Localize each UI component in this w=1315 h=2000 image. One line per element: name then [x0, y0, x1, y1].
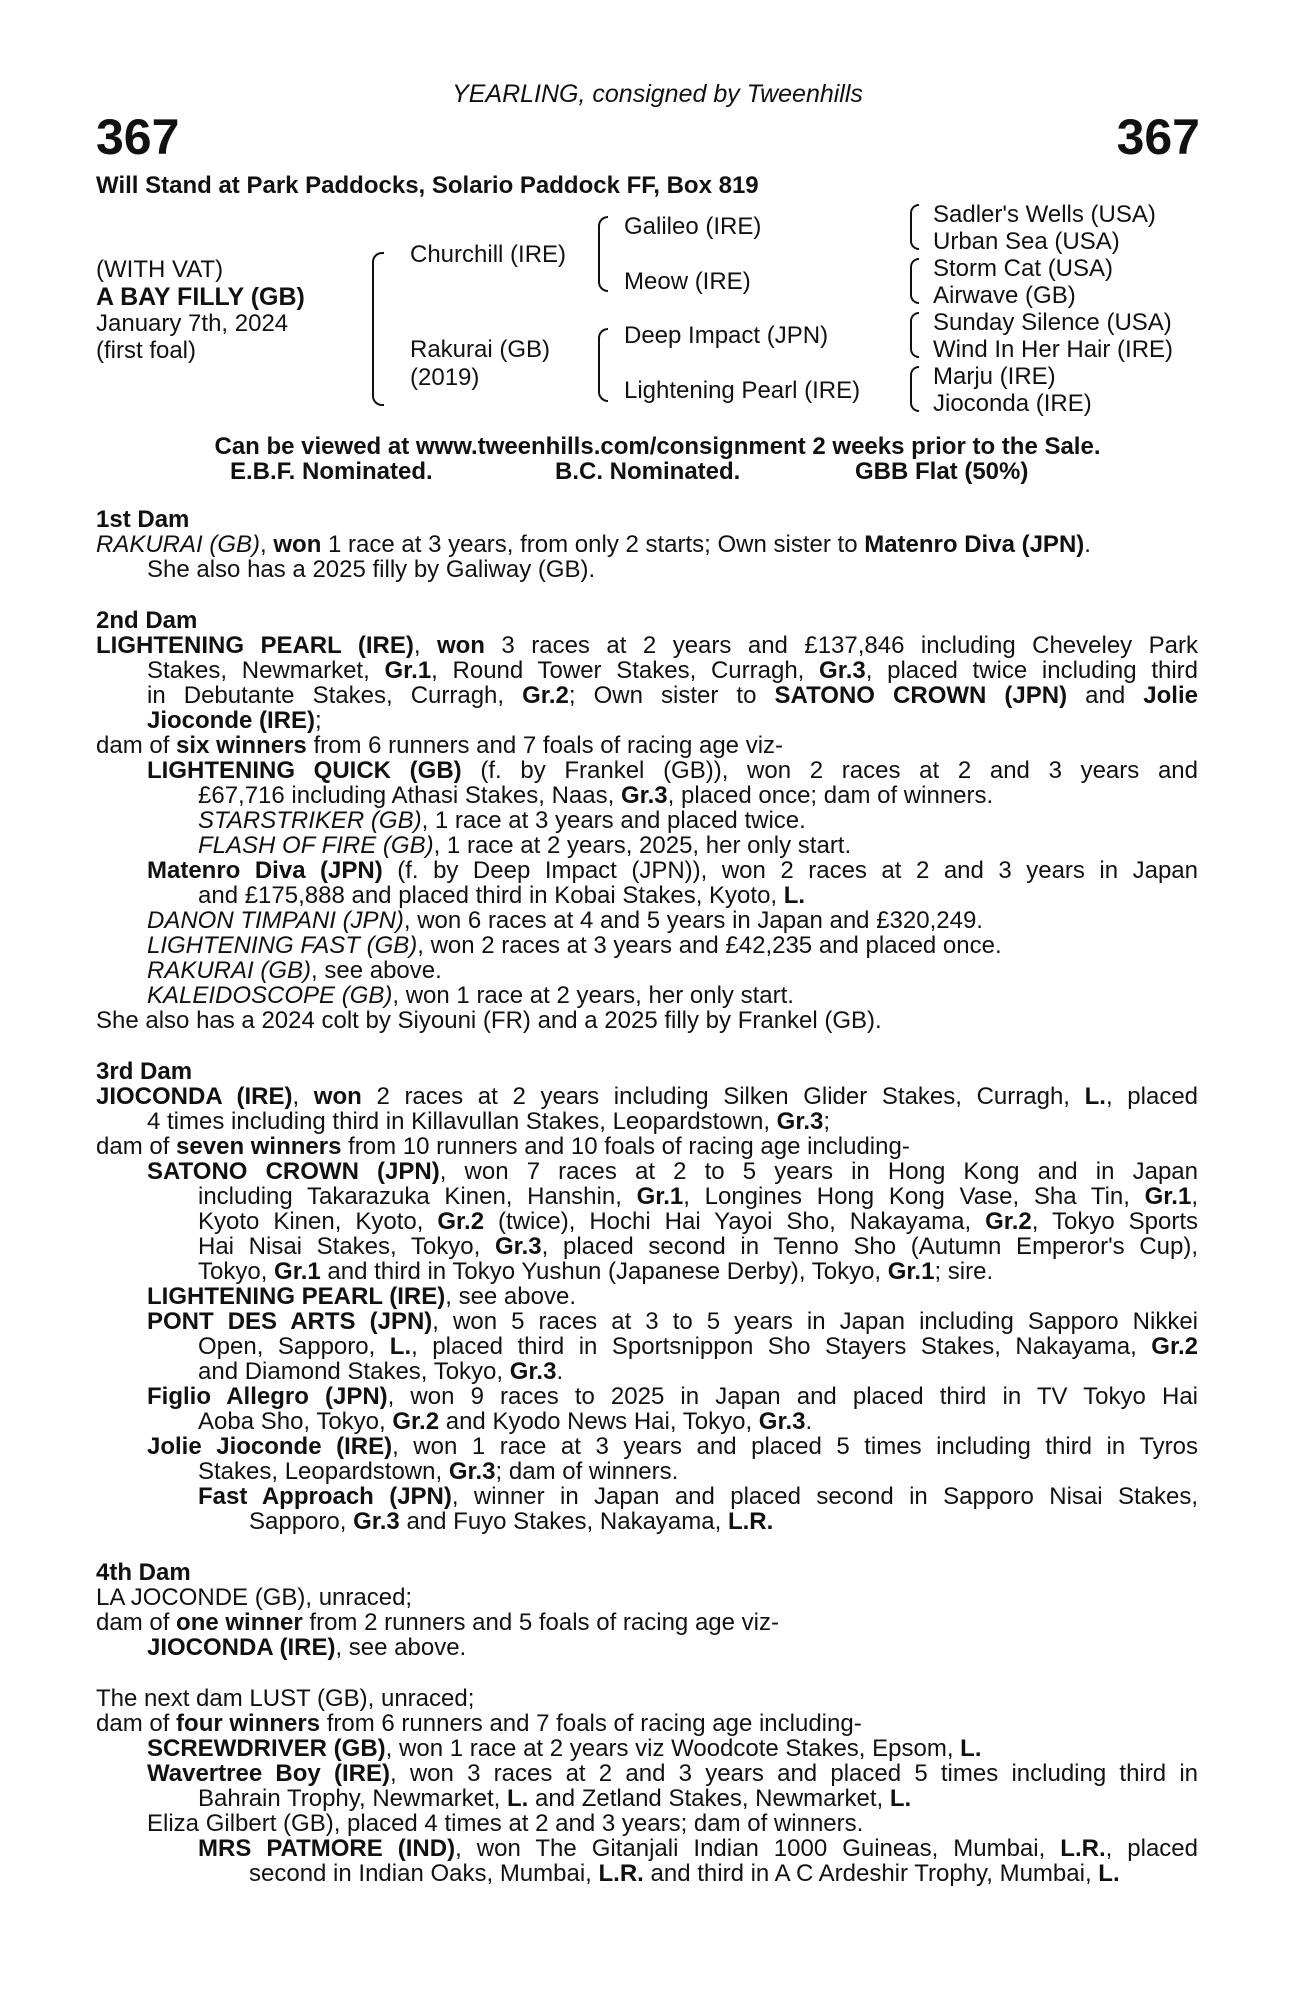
text-segment: , see above. [335, 1634, 467, 1661]
nextdam-line [198, 1786, 911, 1812]
dam2-line [96, 733, 783, 759]
text-segment: in Debutante Stakes, Curragh, [147, 682, 523, 709]
text-segment: , [413, 632, 437, 659]
text-segment: , won 2 races at 3 years and £42,235 and placed once. [417, 932, 1002, 959]
nextdam-line [147, 1761, 1198, 1787]
dam2-line [147, 758, 1198, 784]
text-segment: dam of [96, 1133, 177, 1160]
text-segment: dam of [96, 732, 177, 759]
dam2-produce: She also has a 2024 colt by Siyouni (FR) and a 2025 filly by Frankel (GB). [96, 1007, 882, 1034]
text-segment: 4 times including third in Killavullan Stakes, Leopardstown, [147, 1108, 777, 1135]
text-segment: , placed twice including third [865, 657, 1199, 684]
text-segment: , won The Gitanjali Indian 1000 Guineas, Mumbai, [455, 1835, 1061, 1862]
text-segment: , [1191, 1183, 1198, 1210]
text-segment: Aoba Sho, Tokyo, [198, 1408, 393, 1435]
bold-text: L. [1098, 1860, 1120, 1887]
text-segment: (f. by Frankel (GB)), won 2 races at 2 and 3 years and [461, 757, 1198, 784]
dam2-line [147, 858, 1198, 884]
bold-text: PONT DES ARTS (JPN) [147, 1308, 433, 1335]
dam4-line: LA JOCONDE (GB), unraced; [96, 1584, 413, 1611]
dam3-line [198, 1484, 1198, 1510]
bold-text: Gr.1 [274, 1258, 321, 1285]
text-segment: dam of [96, 1710, 177, 1737]
bold-text: Jolie [1143, 682, 1198, 709]
bold-text: Wavertree Boy (IRE) [147, 1760, 390, 1787]
text-segment: and [1067, 682, 1144, 709]
bold-text: Gr.3 [509, 1358, 557, 1385]
pedigree-dam-year: (2019) [410, 364, 480, 391]
horse-name: A BAY FILLY (GB) [96, 283, 305, 311]
bold-text: Gr.1 [887, 1258, 935, 1285]
dam2-line [147, 908, 983, 934]
text-segment: and third in A C Ardeshir Trophy, Mumbai, [643, 1860, 1099, 1887]
pedigree-g3-3: Storm Cat (USA) [933, 255, 1114, 282]
text-segment: , winner in Japan and placed second in Sapporo Nisai Stakes, [451, 1483, 1198, 1510]
bold-text: Jolie Jioconde (IRE) [147, 1433, 393, 1460]
bold-text: Gr.2 [985, 1208, 1032, 1235]
text-segment: , placed second in Tenno Sho (Autumn Emperor's Cup), [541, 1233, 1199, 1260]
bold-text: L. [389, 1333, 412, 1360]
bold-text: LIGHTENING QUICK (GB) [147, 757, 462, 784]
pedigree-sire: Churchill (IRE) [410, 241, 567, 268]
dam1-produce: She also has a 2025 filly by Galiway (GB). [147, 556, 596, 583]
text-segment: Sapporo, [249, 1508, 354, 1535]
dam3-line [198, 1184, 1198, 1210]
bold-text: SATONO CROWN (JPN) [147, 1158, 440, 1185]
pedigree-dam: Rakurai (GB) [410, 336, 551, 363]
text-segment: , won 6 races at 4 and 5 years in Japan and £320,249. [403, 907, 983, 934]
pedigree-g3-7: Marju (IRE) [933, 363, 1056, 390]
text-segment: , placed [1105, 1835, 1198, 1862]
nextdam-line [147, 1736, 982, 1762]
bold-text: Fast Approach (JPN) [198, 1483, 452, 1510]
bold-text: four winners [176, 1710, 321, 1737]
italic-text: RAKURAI (GB) [147, 957, 312, 984]
text-segment: Stakes, Leopardstown, [198, 1458, 449, 1485]
bold-text: Gr.3 [620, 782, 668, 809]
pedigree-g3-4: Airwave (GB) [933, 282, 1076, 309]
text-segment: , Round Tower Stakes, Curragh, [431, 657, 820, 684]
pedigree-dam-dam: Lightening Pearl (IRE) [624, 377, 861, 404]
text-segment: 3 races at 2 years and £137,846 including Cheveley Park [484, 632, 1198, 659]
pedigree-sire-sire: Galileo (IRE) [624, 213, 762, 240]
text-segment: and third in Tokyo Yushun (Japanese Derby), Tokyo, [320, 1258, 888, 1285]
text-segment: (twice), Hochi Hai Yayoi Sho, Nakayama, [484, 1208, 986, 1235]
bold-text: six winners [176, 732, 307, 759]
dam2-line [198, 883, 805, 909]
bold-text: LIGHTENING PEARL (IRE) [147, 1283, 446, 1310]
subtitle: YEARLING, consigned by Tweenhills [452, 80, 863, 108]
text-segment: , see above. [311, 957, 442, 984]
pedigree-brace-g3-4 [910, 366, 919, 412]
text-segment: from 6 runners and 7 foals of racing age including- [320, 1710, 862, 1737]
bold-text: Gr.3 [758, 1408, 806, 1435]
dam3-line [249, 1509, 773, 1535]
text-segment: , won 9 races to 2025 in Japan and placed third in TV Tokyo Hai [387, 1383, 1198, 1410]
text-segment: , placed [1105, 1083, 1199, 1110]
text-segment: and Zetland Stakes, Newmarket, [528, 1785, 890, 1812]
text-segment: and Kyodo News Hai, Tokyo, [439, 1408, 759, 1435]
pedigree-brace-g3-2 [910, 258, 919, 304]
bold-text: Gr.2 [522, 682, 569, 709]
bold-text: Gr.3 [448, 1458, 496, 1485]
text-segment: ; dam of winners. [495, 1458, 679, 1485]
text-segment: , [260, 531, 274, 558]
bold-text: Gr.3 [494, 1233, 542, 1260]
pedigree-g3-2: Urban Sea (USA) [933, 228, 1120, 255]
text-segment: and Fuyo Stakes, Nakayama, [399, 1508, 728, 1535]
italic-text: KALEIDOSCOPE (GB) [147, 982, 393, 1009]
text-segment: and Diamond Stakes, Tokyo, [198, 1358, 510, 1385]
text-segment: dam of [96, 1609, 177, 1636]
dam2-line [147, 658, 1198, 684]
dam2-heading: 2nd Dam [96, 607, 198, 634]
bold-text: Gr.3 [776, 1108, 824, 1135]
text-segment: ; [315, 707, 322, 734]
bold-text: Figlio Allegro (JPN) [147, 1383, 388, 1410]
text-segment: Stakes, Newmarket, [147, 657, 385, 684]
bold-text: L. [783, 882, 806, 909]
pedigree-brace-dam [598, 328, 608, 402]
dam2-line [147, 933, 1002, 959]
text-segment: , placed once; dam of winners. [667, 782, 994, 809]
pedigree-g3-1: Sadler's Wells (USA) [933, 201, 1156, 228]
text-segment: , 1 race at 3 years and placed twice. [421, 807, 806, 834]
dam4-heading: 4th Dam [96, 1559, 191, 1586]
bc-nominated: B.C. Nominated. [555, 458, 741, 485]
text-segment: £67,716 including Athasi Stakes, Naas, [198, 782, 621, 809]
text-segment: Tokyo, [198, 1258, 275, 1285]
lot-number-left: 367 [96, 109, 180, 165]
text-segment: 1 race at 3 years, from only 2 starts; Own sister to [321, 531, 865, 558]
text-segment: and £175,888 and placed third in Kobai Stakes, Kyoto, [198, 882, 784, 909]
dam3-line [147, 1109, 830, 1135]
horse-foal-note: (first foal) [96, 337, 197, 364]
dam2-line [147, 983, 794, 1009]
bold-text: L. [507, 1785, 529, 1812]
text-segment: , won 3 races at 2 and 3 years and placed 5 times including third in [389, 1760, 1198, 1787]
bold-text: Gr.3 [353, 1508, 400, 1535]
bold-text: Gr.2 [1151, 1333, 1198, 1360]
bold-text: seven winners [176, 1133, 342, 1160]
text-segment: , [292, 1083, 314, 1110]
bold-text: won [313, 1083, 362, 1110]
italic-text: DANON TIMPANI (JPN) [147, 907, 404, 934]
bold-text: L. [960, 1735, 982, 1762]
dam3-line [96, 1084, 1198, 1110]
nextdam-line: Eliza Gilbert (GB), placed 4 times at 2 and 3 years; dam of winners. [147, 1810, 864, 1837]
viewing-note: Can be viewed at www.tweenhills.com/consignment 2 weeks prior to the Sale. [214, 433, 1101, 460]
bold-text: Jioconde (IRE) [147, 707, 316, 734]
text-segment: ; Own sister to [568, 682, 775, 709]
dam3-line [147, 1384, 1198, 1410]
dam3-line [198, 1459, 678, 1485]
pedigree-g3-6: Wind In Her Hair (IRE) [933, 336, 1174, 363]
bold-text: JIOCONDA (IRE) [96, 1083, 293, 1110]
dam3-line [147, 1309, 1198, 1335]
text-segment: , Tokyo Sports [1031, 1208, 1198, 1235]
dam3-heading: 3rd Dam [96, 1058, 193, 1085]
bold-text: L. [1084, 1083, 1106, 1110]
bold-text: MRS PATMORE (IND) [198, 1835, 456, 1862]
bold-text: Gr.1 [1144, 1183, 1192, 1210]
text-segment: . [805, 1408, 813, 1435]
dam3-line [147, 1159, 1198, 1185]
dam2-line [147, 683, 1198, 709]
nextdam-line [96, 1711, 862, 1737]
text-segment: . [1084, 531, 1091, 558]
dam2-line [198, 808, 806, 834]
pedigree-dam-sire: Deep Impact (JPN) [624, 322, 829, 349]
bold-text: one winner [176, 1609, 303, 1636]
bold-text: won [273, 531, 322, 558]
bold-text: Gr.1 [636, 1183, 684, 1210]
text-segment: from 6 runners and 7 foals of racing age viz- [306, 732, 784, 759]
dam3-line [96, 1134, 910, 1160]
text-segment: ; sire. [934, 1258, 994, 1285]
italic-text: RAKURAI (GB) [96, 531, 261, 558]
pedigree-brace-g3-1 [910, 204, 919, 250]
text-segment: , won 5 races at 3 to 5 years in Japan including Sapporo Nikkei [432, 1308, 1199, 1335]
text-segment: Kyoto Kinen, Kyoto, [198, 1208, 438, 1235]
text-segment: , won 1 race at 2 years, her only start. [392, 982, 794, 1009]
bold-text: SATONO CROWN (JPN) [774, 682, 1068, 709]
pedigree-brace-g3-3 [910, 312, 919, 358]
pedigree-brace-main [372, 252, 384, 406]
text-segment: , see above. [445, 1283, 576, 1310]
horse-dob: January 7th, 2024 [96, 310, 289, 337]
dam2-line [198, 833, 851, 859]
bold-text: won [436, 632, 485, 659]
dam2-line [147, 708, 322, 734]
dam2-line [198, 783, 993, 809]
dam2-line [96, 633, 1198, 659]
bold-text: Gr.1 [384, 657, 432, 684]
pedigree-g3-5: Sunday Silence (USA) [933, 309, 1172, 336]
pedigree-brace-sire [598, 216, 608, 292]
bold-text: L.R. [1060, 1835, 1106, 1862]
pedigree-sire-dam: Meow (IRE) [624, 268, 751, 295]
dam3-line [198, 1259, 993, 1285]
bold-text: JIOCONDA (IRE) [147, 1634, 336, 1661]
bold-text: SCREWDRIVER (GB) [147, 1735, 386, 1762]
nextdam-line: The next dam LUST (GB), unraced; [96, 1685, 475, 1712]
ebf-nominated: E.B.F. Nominated. [230, 458, 433, 485]
bold-text: LIGHTENING PEARL (IRE) [96, 632, 414, 659]
bold-text: L. [889, 1785, 912, 1812]
text-segment: Hai Nisai Stakes, Tokyo, [198, 1233, 495, 1260]
text-segment: 2 races at 2 years including Silken Glider Stakes, Curragh, [361, 1083, 1085, 1110]
text-segment: , 1 race at 2 years, 2025, her only start. [433, 832, 852, 859]
dam1-heading: 1st Dam [96, 506, 190, 533]
bold-text: L.R. [727, 1508, 774, 1535]
dam3-line [147, 1434, 1198, 1460]
dam3-line [198, 1334, 1198, 1360]
italic-text: FLASH OF FIRE (GB) [198, 832, 434, 859]
stand-location: Will Stand at Park Paddocks, Solario Paddock FF, Box 819 [96, 172, 759, 199]
text-segment: Bahrain Trophy, Newmarket, [198, 1785, 508, 1812]
text-segment: Open, Sapporo, [198, 1333, 390, 1360]
dam3-line [198, 1234, 1198, 1260]
text-segment: ; [823, 1108, 831, 1135]
bold-text: Matenro Diva (JPN) [864, 531, 1085, 558]
vat-note: (WITH VAT) [96, 256, 224, 283]
text-segment: , won 1 race at 3 years and placed 5 times including third in Tyros [392, 1433, 1198, 1460]
italic-text: LIGHTENING FAST (GB) [147, 932, 418, 959]
nextdam-line [249, 1861, 1120, 1887]
dam1-line [96, 532, 1091, 558]
lot-number-right: 367 [1116, 109, 1200, 165]
text-segment: from 10 runners and 10 foals of racing age including- [341, 1133, 910, 1160]
dam4-line [96, 1610, 779, 1636]
dam4-line [147, 1635, 466, 1661]
dam3-line [198, 1409, 812, 1435]
text-segment: from 2 runners and 5 foals of racing age viz- [302, 1609, 779, 1636]
dam3-line [198, 1209, 1198, 1235]
bold-text: L.R. [598, 1860, 644, 1887]
text-segment: , placed third in Sportsnippon Sho Stayers Stakes, Nakayama, [411, 1333, 1152, 1360]
text-segment: , won 7 races at 2 to 5 years in Hong Kong and in Japan [439, 1158, 1198, 1185]
bold-text: Gr.2 [437, 1208, 485, 1235]
text-segment: (f. by Deep Impact (JPN)), won 2 races at 2 and 3 years in Japan [382, 857, 1199, 884]
gbb-flat: GBB Flat (50%) [855, 458, 1029, 485]
pedigree-g3-8: Jioconda (IRE) [933, 390, 1092, 417]
bold-text: Matenro Diva (JPN) [147, 857, 383, 884]
dam2-line [147, 958, 442, 984]
dam3-line [147, 1284, 576, 1310]
nextdam-line [198, 1836, 1198, 1862]
italic-text: STARSTRIKER (GB) [198, 807, 422, 834]
text-segment: second in Indian Oaks, Mumbai, [249, 1860, 599, 1887]
text-segment: , won 1 race at 2 years viz Woodcote Stakes, Epsom, [385, 1735, 961, 1762]
bold-text: Gr.3 [819, 657, 866, 684]
text-segment: , Longines Hong Kong Vase, Sha Tin, [683, 1183, 1145, 1210]
text-segment: including Takarazuka Kinen, Hanshin, [198, 1183, 637, 1210]
dam3-line [198, 1359, 563, 1385]
bold-text: Gr.2 [392, 1408, 440, 1435]
text-segment: . [556, 1358, 564, 1385]
